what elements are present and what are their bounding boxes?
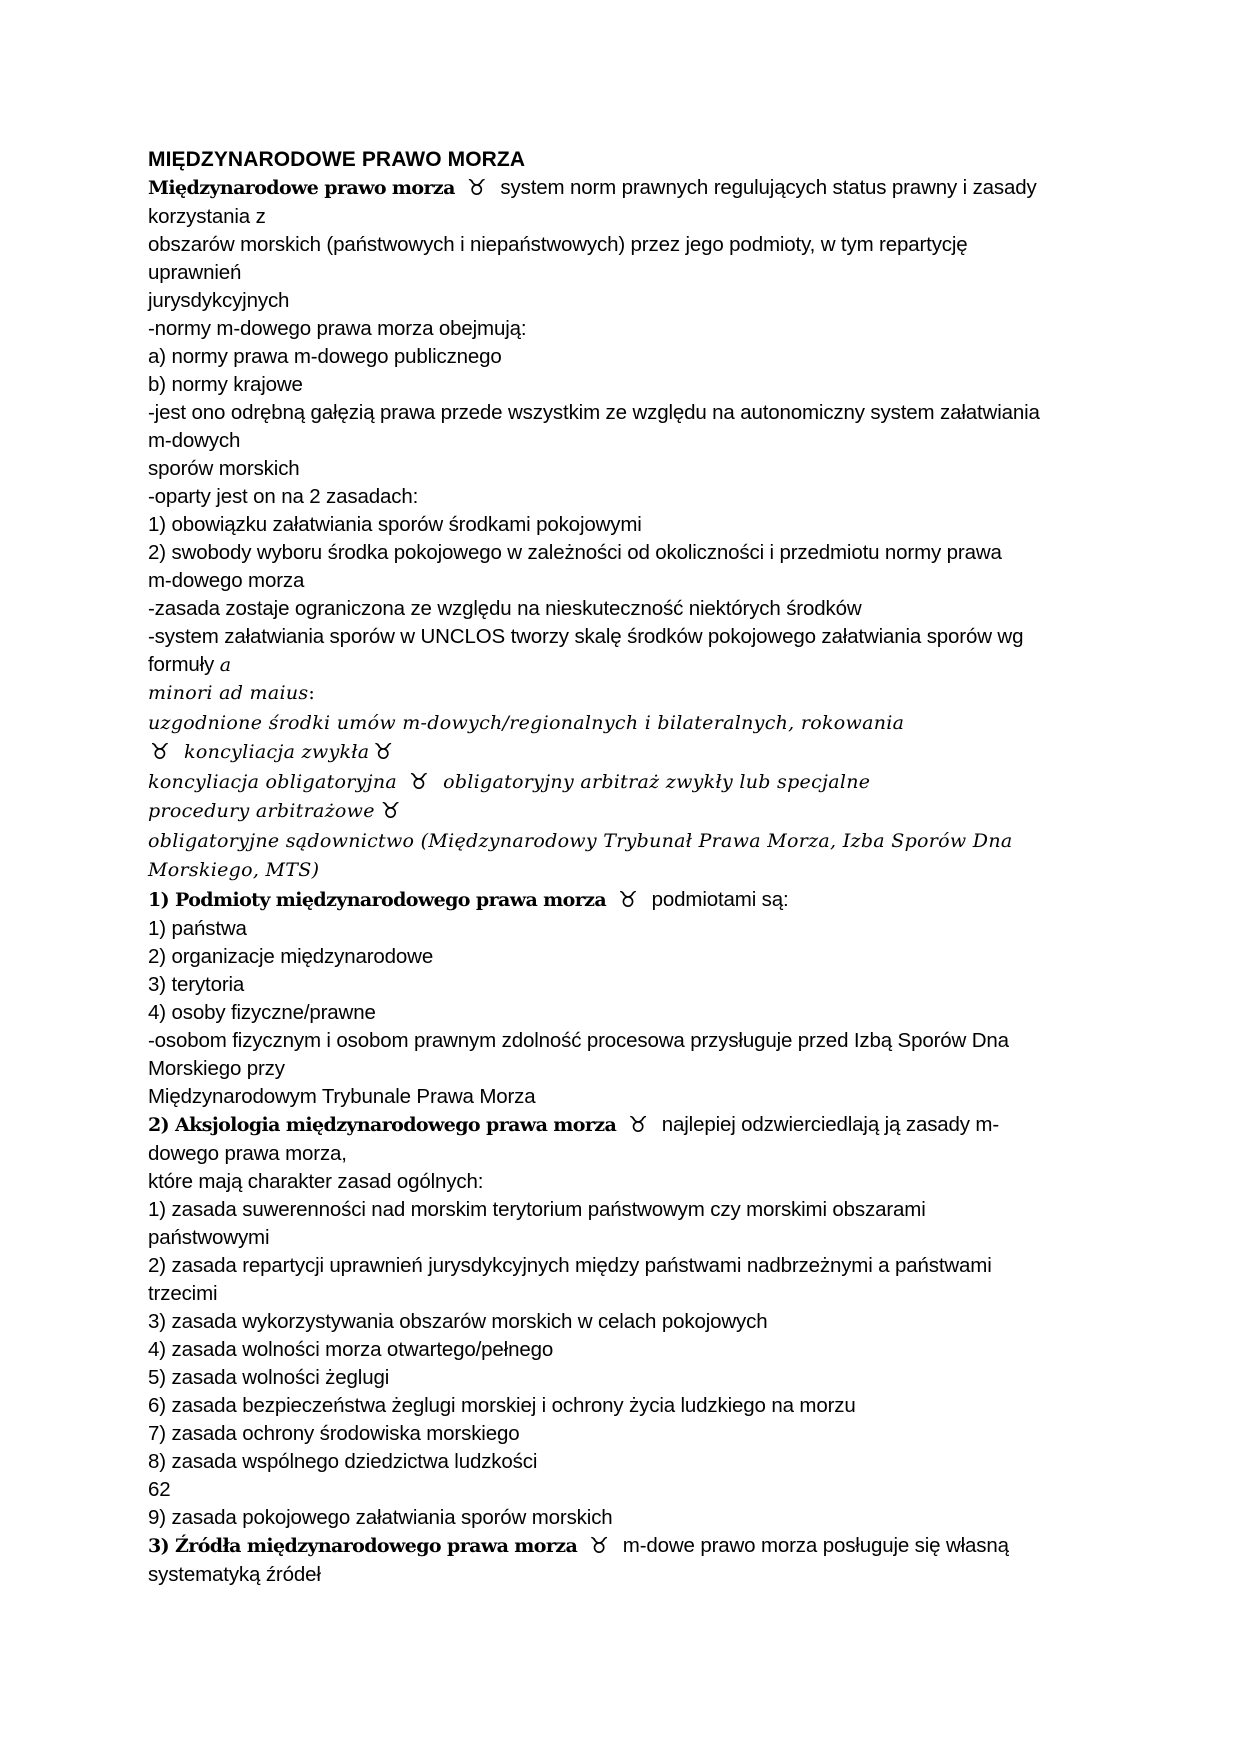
list-item: 7) zasada ochrony środowiska morskiego bbox=[148, 1421, 520, 1445]
text-line: a) normy prawa m-dowego publicznego bbox=[148, 345, 502, 368]
list-item: 2) zasada repartycji uprawnień jurysdykcyjnych między państwami nadbrzeżnymi a państwami bbox=[148, 1253, 992, 1277]
text-line: minori ad maius: bbox=[148, 682, 316, 704]
section-2-heading: 2) Aksjologia międzynarodowego prawa morza ♉ najlepiej odzwierciedlają ją zasady m- bbox=[148, 1112, 1000, 1138]
text-line: -osobom fizycznym i osobom prawnym zdolność procesowa przysługuje przed Izbą Sporów Dna bbox=[148, 1028, 1009, 1052]
text-line: korzystania z bbox=[148, 205, 266, 228]
list-item: 1) zasada suwerenności nad morskim terytorium państwowym czy morskimi obszarami bbox=[148, 1197, 926, 1221]
text-line: -normy m-dowego prawa morza obejmują: bbox=[148, 317, 527, 340]
taurus-arrow-icon: ♉ bbox=[409, 769, 430, 795]
text-line: m-dowego morza bbox=[148, 569, 305, 592]
text-line: -jest ono odrębną gałęzią prawa przede wszystkim ze względu na autonomiczny system załatwiania bbox=[148, 401, 1040, 424]
text-line: dowego prawa morza, bbox=[148, 1141, 347, 1165]
scale-line: obligatoryjne sądownictwo (Międzynarodowy Trybunał Prawa Morza, Izba Sporów Dna bbox=[148, 829, 1013, 852]
text-line: Morskiego przy bbox=[148, 1056, 285, 1080]
list-item: trzecimi bbox=[148, 1281, 218, 1305]
text-line: formuły a bbox=[148, 653, 231, 676]
taurus-arrow-icon: ♉ bbox=[589, 1533, 609, 1559]
text-line: systematyką źródeł bbox=[148, 1562, 321, 1586]
taurus-arrow-icon: ♉ bbox=[380, 799, 401, 824]
taurus-arrow-icon: ♉ bbox=[150, 740, 171, 765]
list-item: 1) państwa bbox=[148, 916, 247, 940]
taurus-arrow-icon: ♉ bbox=[373, 740, 394, 765]
taurus-arrow-icon: ♉ bbox=[618, 887, 638, 913]
list-item: 3) terytoria bbox=[148, 972, 245, 996]
text-line: -system załatwiania sporów w UNCLOS tworzy skalę środków pokojowego załatwiania sporów wg bbox=[148, 625, 1024, 648]
list-item: 3) zasada wykorzystywania obszarów morskich w celach pokojowych bbox=[148, 1309, 768, 1333]
scale-line: procedury arbitrażowe ♉ bbox=[148, 797, 1120, 827]
intro-definition: Międzynarodowe prawo morza ♉ system norm prawnych regulujących status prawny i zasady bbox=[148, 176, 1037, 201]
text-line: uprawnień bbox=[148, 261, 242, 284]
list-item: państwowymi bbox=[148, 1225, 270, 1249]
taurus-arrow-icon: ♉ bbox=[628, 1112, 648, 1138]
scale-line: uzgodnione środki umów m-dowych/regionalnych i bilateralnych, rokowania bbox=[148, 711, 905, 734]
list-item: 2) organizacje międzynarodowe bbox=[148, 944, 434, 968]
text-line: 1) obowiązku załatwiania sporów środkami pokojowymi bbox=[148, 513, 642, 536]
scale-line: koncyliacja obligatoryjna ♉ obligatoryjny arbitraż zwykły lub specjalne bbox=[148, 768, 1120, 798]
text-line: -oparty jest on na 2 zasadach: bbox=[148, 485, 419, 508]
intro-term: Międzynarodowe prawo morza bbox=[148, 177, 455, 199]
list-item: 4) osoby fizyczne/prawne bbox=[148, 1000, 376, 1024]
document-title: MIĘDZYNARODOWE PRAWO MORZA bbox=[148, 148, 526, 171]
text-line: Międzynarodowym Trybunale Prawa Morza bbox=[148, 1084, 536, 1108]
taurus-arrow-icon: ♉ bbox=[466, 176, 487, 201]
scale-line: Morskiego, MTS) bbox=[148, 859, 320, 881]
text-line: m-dowych bbox=[148, 429, 241, 452]
list-item: 8) zasada wspólnego dziedzictwa ludzkości bbox=[148, 1449, 538, 1473]
text-line: jurysdykcyjnych bbox=[148, 289, 290, 312]
section-3-heading: 3) Źródła międzynarodowego prawa morza ♉ m-dowe prawo morza posługuje się własną bbox=[148, 1533, 1009, 1559]
text-line: sporów morskich bbox=[148, 457, 300, 480]
section-1-heading: 1) Podmioty międzynarodowego prawa morza ♉ podmiotami są: bbox=[148, 887, 789, 913]
text-line: które mają charakter zasad ogólnych: bbox=[148, 1169, 484, 1193]
list-item: 4) zasada wolności morza otwartego/pełnego bbox=[148, 1337, 554, 1361]
page-number: 62 bbox=[148, 1477, 171, 1501]
scale-line: ♉ koncyliacja zwykła ♉ bbox=[148, 738, 1120, 768]
list-item: 5) zasada wolności żeglugi bbox=[148, 1365, 390, 1389]
text-line: b) normy krajowe bbox=[148, 373, 303, 396]
list-item: 6) zasada bezpieczeństwa żeglugi morskiej i ochrony życia ludzkiego na morzu bbox=[148, 1393, 856, 1417]
text-line: 2) swobody wyboru środka pokojowego w zależności od okoliczności i przedmiotu normy prawa bbox=[148, 541, 1002, 564]
text-line: -zasada zostaje ograniczona ze względu na nieskuteczność niektórych środków bbox=[148, 597, 862, 620]
text-line: obszarów morskich (państwowych i niepaństwowych) przez jego podmioty, w tym repartycję bbox=[148, 233, 968, 256]
list-item: 9) zasada pokojowego załatwiania sporów morskich bbox=[148, 1505, 613, 1529]
